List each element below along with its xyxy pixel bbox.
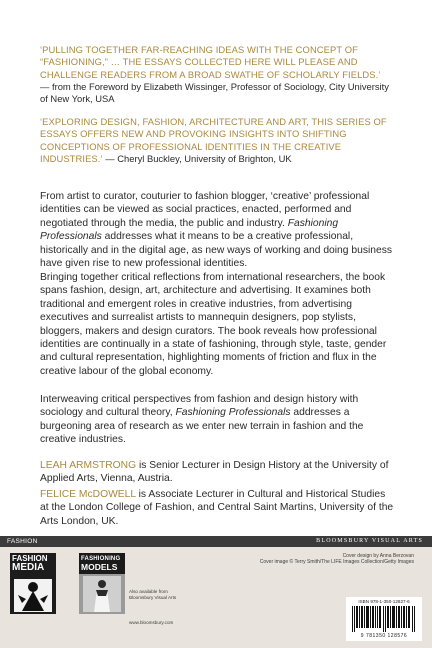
also-available-text <box>129 589 219 601</box>
book-thumbnail-fashioning-models <box>79 553 125 614</box>
editor-bio-1 <box>40 459 395 486</box>
cover-figure-icon <box>10 575 56 614</box>
also-available-line: Also available from <box>129 589 168 594</box>
book-title: Fashioning Professionals <box>175 407 291 419</box>
category-label: FASHION <box>7 538 38 545</box>
editor-bio-2 <box>40 488 395 528</box>
description-paragraph-1 <box>40 190 395 270</box>
cover-credits <box>226 553 414 566</box>
cover-photo-icon <box>79 574 125 614</box>
footer-bar <box>0 536 432 547</box>
quote-text: ‘EXPLORING DESIGN, FASHION, ARCHITECTURE AND ART, THIS SERIES OF ESSAYS OFFERS NEW AND PROVOKING INSIGHTS INTO SHIFTING CONCEPTIONS OF PROFESSIONAL IDENTITIES IN THE CREATIVE INDUSTRIES.’ <box>40 116 387 164</box>
editor-bio: is Associate Lecturer in Cultural and Historical Studies at the London College of Fashion, and Central Saint Martins, University of the Arts London, UK. <box>40 489 394 527</box>
text: From artist to curator, couturier to fashion blogger, ‘creative’ professional identities can be viewed as social practices, enacted, performed and negotiated through the media, the public and industry. <box>40 191 370 229</box>
barcode-number: 9 781350 128576 <box>360 633 408 639</box>
review-quote-2 <box>40 116 392 165</box>
quote-attribution: — from the Foreword by Elizabeth Wissinger, Professor of Sociology, City University of New York, USA <box>40 80 389 105</box>
book-title-line: FASHIONING <box>81 556 121 562</box>
book-thumbnail-fashion-media <box>10 553 56 614</box>
text: Interweaving critical perspectives from fashion and design history with sociology and cultural theory, <box>40 394 359 419</box>
book-title-line: MODELS <box>81 562 118 572</box>
text: addresses what it means to be a creative professional, historically and in the digital age, as new ways of working and doing business have given rise to new professional identities. <box>40 231 393 270</box>
text: addresses a burgeoning area of research as we enter new terrain in fashion and the creative industries. <box>40 407 364 446</box>
description-paragraph-2: Bringing together critical reflections from international researchers, the book spans fashion, design, art, architecture and advertising. It examines both traditional and emergent roles in creative industries, from advertising executives and surrealist artists to mannequin designers, pop stylists, bloggers, makers and design curators. The book reveals how professional identities are continually in a state of fashioning, through style, taste, gender and cultural representation, highlighting moments of friction and flux in the creative labour of the global economy. <box>40 272 387 377</box>
cover-image-credit: Cover image © Terry Smith/The LIFE Images Collection/Getty Images <box>259 559 414 566</box>
review-quote-1 <box>40 44 392 105</box>
quote-attribution: — Cheryl Buckley, University of Brighton, UK <box>102 152 292 164</box>
book-title: Fashioning Professionals <box>40 217 339 243</box>
editor-name: FELICE McDOWELL <box>40 489 136 500</box>
editor-bio: is Senior Lecturer in Design History at the University of Applied Arts, Vienna, Austria. <box>40 460 389 485</box>
description-paragraph-3 <box>40 393 395 447</box>
publisher-label: BLOOMSBURY VISUAL ARTS <box>316 538 423 544</box>
editor-name: LEAH ARMSTRONG <box>40 460 137 471</box>
cover-design-credit: Cover design by Anna Berzovan <box>342 553 414 559</box>
barcode-area <box>346 597 422 641</box>
website-link[interactable]: www.bloomsbury.com <box>129 620 174 625</box>
barcode-icon <box>352 606 416 632</box>
quote-text: ‘PULLING TOGETHER FAR-REACHING IDEAS WITH THE CONCEPT OF “FASHIONING,” … THE ESSAYS COLLECTED HERE WILL PLEASE AND CHALLENGE READERS FROM A BROAD SWATHE OF SCHOLARLY FIELDS.’ <box>40 44 381 80</box>
book-title-line: MEDIA <box>12 562 45 573</box>
isbn-text: ISBN 978-1-350-12827-6 <box>358 599 410 604</box>
book-title-line: FASHION <box>12 554 48 563</box>
also-available-line: Bloomsbury Visual Arts <box>129 595 177 600</box>
